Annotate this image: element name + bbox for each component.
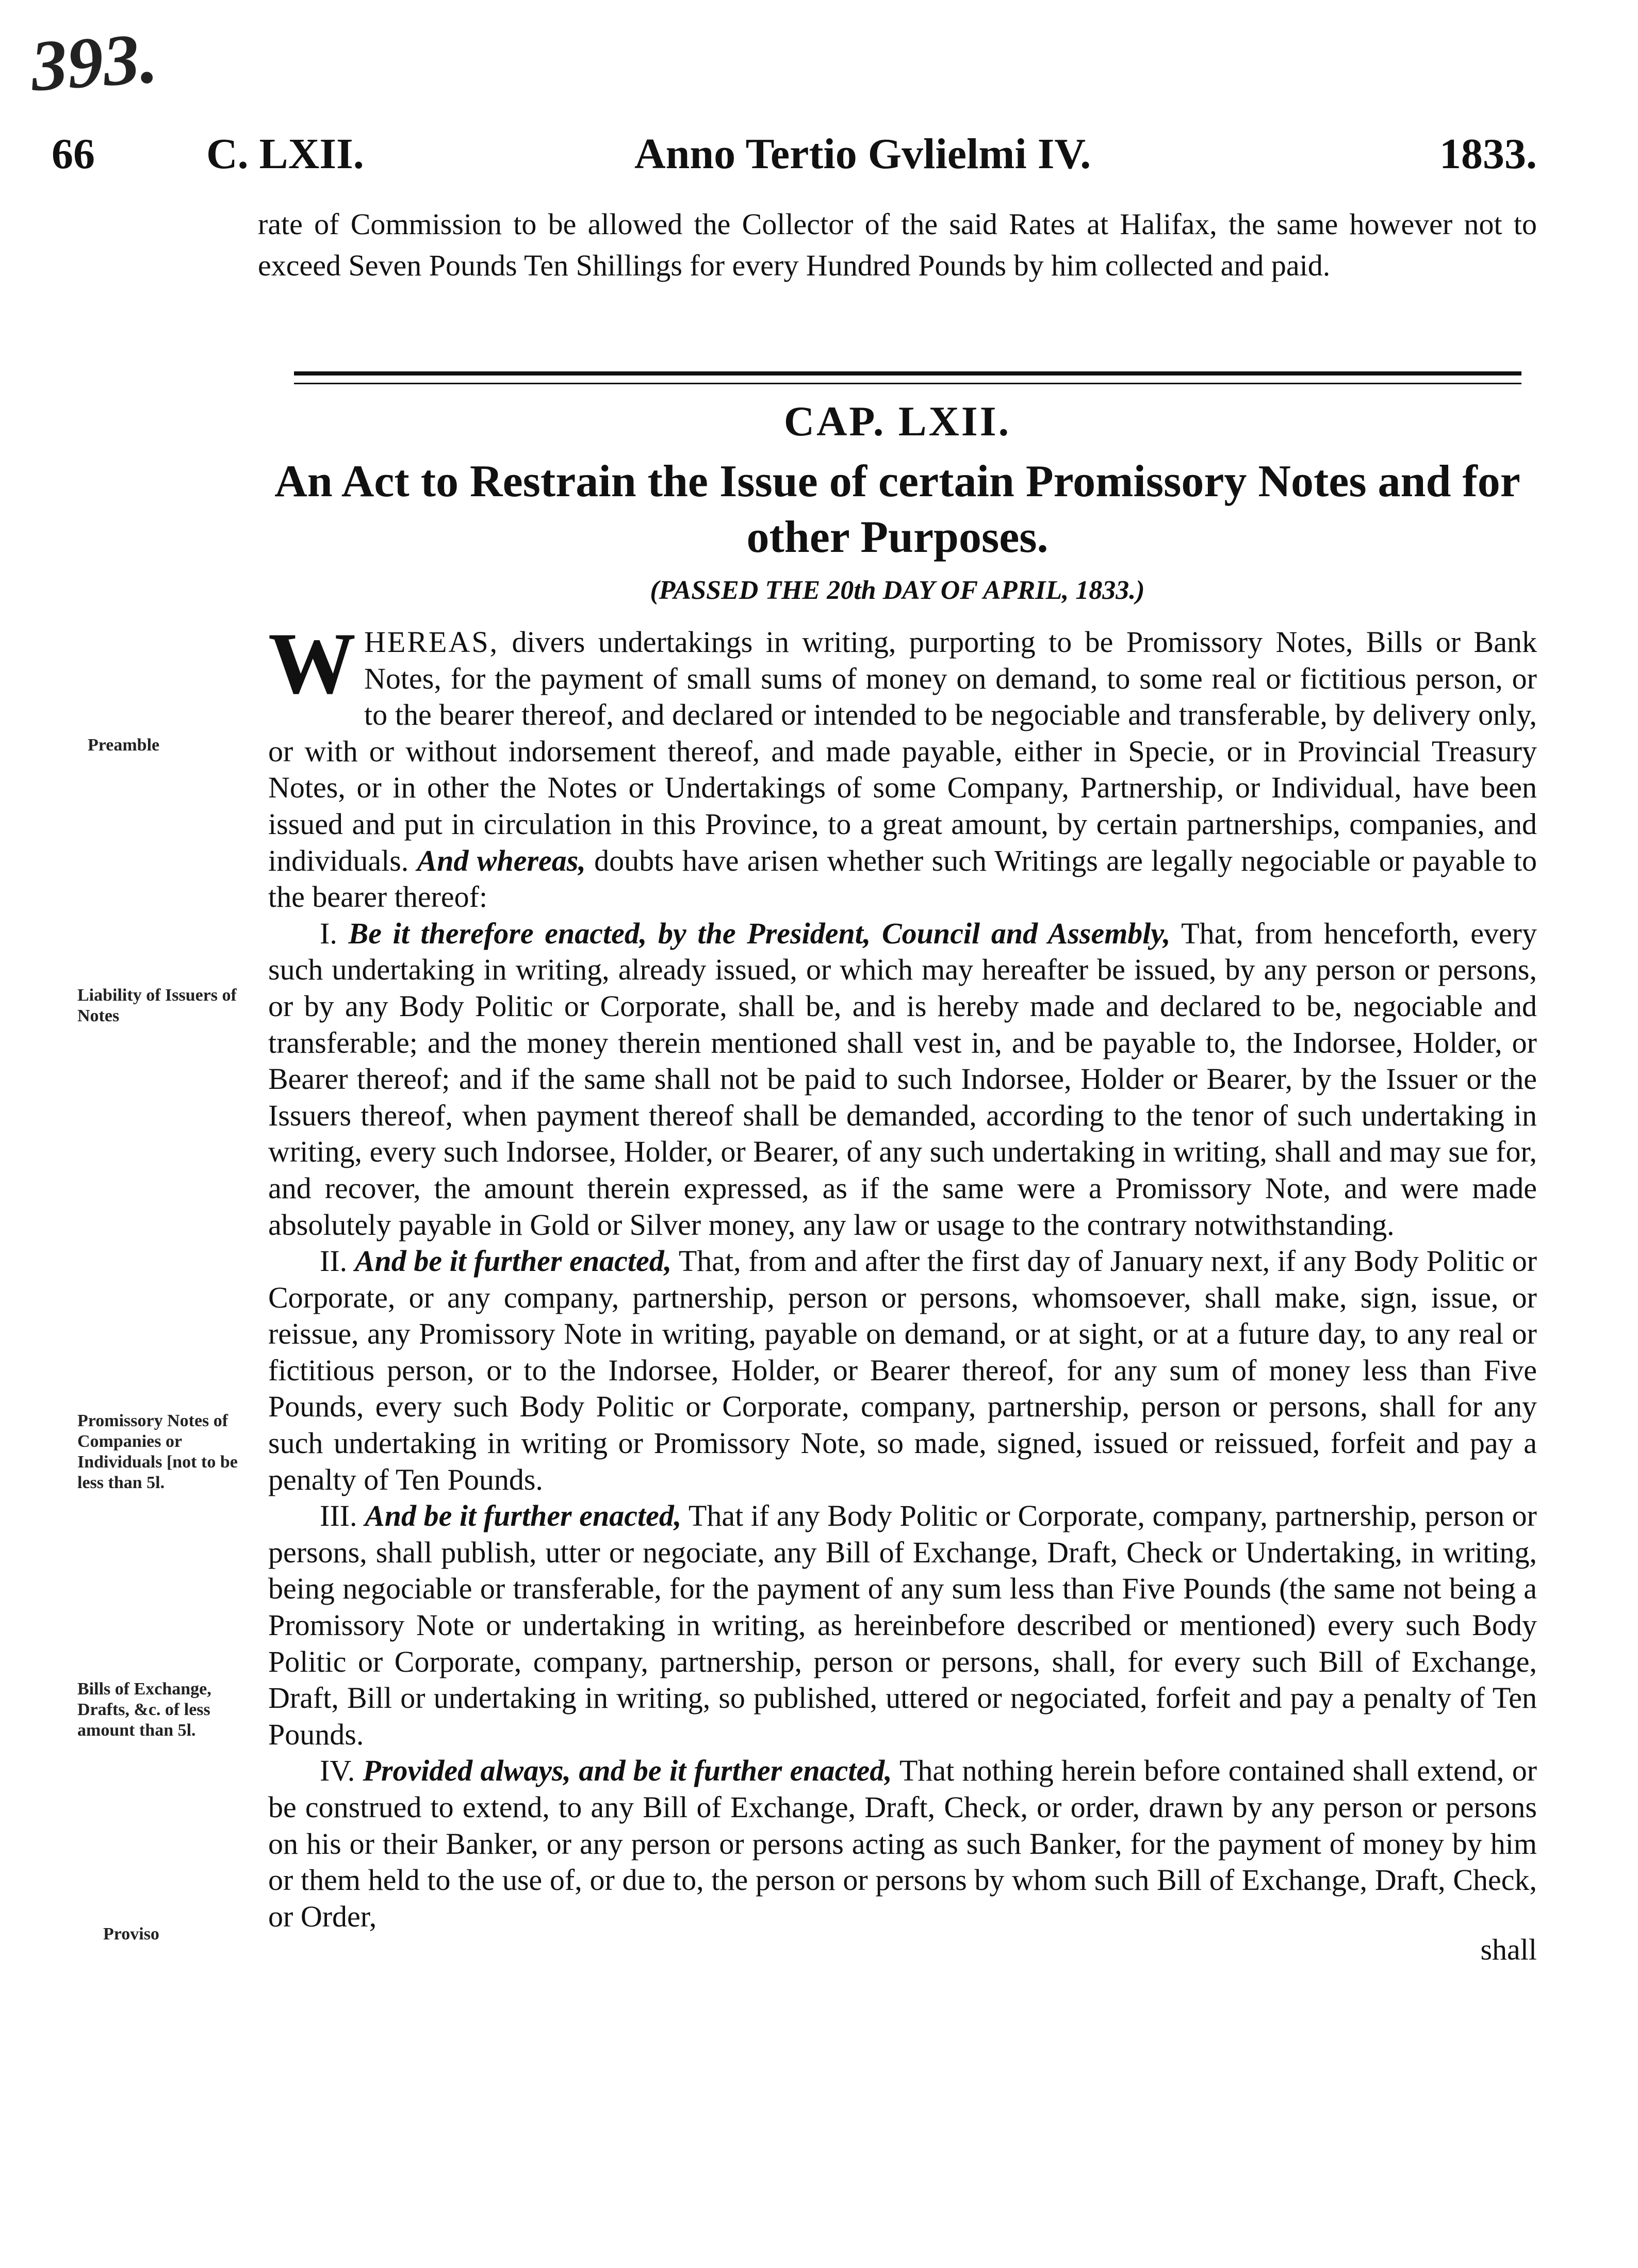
section-numeral: I. xyxy=(320,916,337,950)
section-text: That, from henceforth, every such undertaking in writing, already issued, or which may hereafter be issued, by any person or persons, or by any Body Politic or Corporate, shall be, and is hereby made and declared to be, negociable and transferable; and the money therein mentioned shall vest in, and be payable to, the Indorsee, Holder, or Bearer thereof; and if the same shall not be paid to such Indorsee, Holder or Bearer, by the Issuer or the Issuers thereof, when payment thereof shall be demanded, according to the tenor of such undertaking in writing, every such Indorsee, Holder, or Bearer, of any such undertaking in writing, shall and may sue for, and recover, the amount therein expressed, as if the same were a Promissory Note, and were made absolutely payable in Gold or Silver money, any law or usage to the contrary notwithstanding. xyxy=(268,916,1537,1242)
margin-note-promissory-notes: Promissory Notes of Companies or Individuals [not to be less than 5l. xyxy=(77,1411,238,1492)
page-number: 66 xyxy=(52,130,95,178)
section-2 xyxy=(268,1243,1537,1498)
running-head-title: Anno Tertio Gvlielmi IV. xyxy=(634,130,1091,178)
running-head-chapter: C. LXII. xyxy=(206,130,364,178)
catchword: shall xyxy=(1480,1933,1537,1967)
chapter-heading: CAP. LXII. xyxy=(783,398,1011,445)
section-numeral: IV. xyxy=(320,1754,355,1788)
running-head-year: 1833. xyxy=(1439,130,1537,178)
section-enacting-clause: Be it therefore enacted, by the President, Council and Assembly, xyxy=(348,916,1171,950)
drop-cap: W xyxy=(268,615,356,712)
margin-note-preamble: Preamble xyxy=(88,736,160,755)
preamble-text-end: doubts have arisen whether such Writings are legally negociable or payable to the bearer thereof: xyxy=(268,843,1537,914)
section-text: That if any Body Politic or Corporate, company, partnership, person or persons, shall publish, utter or negociate, any Bill of Exchange, Draft, Check or Undertaking, in writing, being negociable or transferable, for the payment of any sum less than Five Pounds (the same not being a Promissory Note or undertaking in writing, as hereinbefore described or mentioned) every such Body Politic or Corporate, company, partnership, person or persons, shall, for every such Bill of Exchange, Draft, Bill or undertaking in writing, so published, uttered or negociated, forfeit and pay a penalty of Ten Pounds. xyxy=(268,1499,1537,1751)
section-numeral: III. xyxy=(320,1499,357,1533)
section-divider-rule xyxy=(294,371,1521,384)
passed-date-line: (PASSED THE 20th DAY OF APRIL, 1833.) xyxy=(650,576,1145,605)
margin-note-bills-of-exchange: Bills of Exchange, Drafts, &c. of less amount than 5l. xyxy=(77,1679,211,1740)
section-text: That nothing herein before contained shall extend, or be construed to extend, to any Bill of Exchange, Draft, Check, or order, drawn by any person or persons on his or their Banker, or any person or persons acting as such Banker, for the payment of money by him or them held to the use of, or due to, the person or persons by whom such Bill of Exchange, Draft, Check, or Order, xyxy=(268,1754,1537,1933)
preamble-whereas: And whereas, xyxy=(417,843,586,877)
preamble-paragraph xyxy=(268,615,1537,916)
section-text: That, from and after the first day of January next, if any Body Politic or Corporate, or any company, partnership, person or persons, whomsoever, shall make, sign, issue, or reissue, any Promissory Note in writing, payable on demand, or at sight, or at a future day, to any real or fictitious person, or to the Indorsee, Holder, or Bearer thereof, for any sum of money less than Five Pounds, every such Body Politic or Corporate, company, partnership, person or persons, shall for any such undertaking in writing or Promissory Note, so made, signed, issued or reissued, forfeit and pay a penalty of Ten Pounds. xyxy=(268,1244,1537,1496)
section-1 xyxy=(268,916,1537,1243)
running-head xyxy=(52,129,1537,191)
section-3 xyxy=(268,1498,1537,1753)
margin-note-liability: Liability of Issuers of Notes xyxy=(77,986,237,1025)
section-enacting-clause: And be it further enacted, xyxy=(365,1499,682,1533)
act-body xyxy=(268,615,1537,1968)
preamble-text: divers undertakings in writing, purporting to be Promissory Notes, Bills or Bank Notes, for the payment of small sums of money on demand, to some real or fictitious person, or to the bearer thereof, and declared or intended to be negociable and transferable, by delivery only, or with or without indorsement thereof, and made payable, either in Specie, or in Provincial Treasury Notes, or in other the Notes or Undertakings of some Company, Partnership, or Individual, have been issued and put in circulation in this Province, to a great amount, by certain partnerships, companies, and individuals. xyxy=(268,625,1537,877)
section-4 xyxy=(268,1753,1537,1935)
section-enacting-clause: And be it further enacted, xyxy=(354,1244,672,1278)
act-title: An Act to Restrain the Issue of certain Promissory Notes and for other Purposes. xyxy=(274,456,1520,562)
margin-note-proviso: Proviso xyxy=(103,1924,159,1944)
preamble-lead-caps: HEREAS, xyxy=(364,625,499,659)
section-numeral: II. xyxy=(320,1244,348,1278)
handwritten-folio-number: 393. xyxy=(28,18,160,107)
carryover-paragraph: rate of Commission to be allowed the Collector of the said Rates at Halifax, the same however not to exceed Seven Pounds Ten Shillings for every Hundred Pounds by him collected and paid. xyxy=(258,207,1537,282)
section-enacting-clause: Provided always, and be it further enacted, xyxy=(363,1754,892,1788)
